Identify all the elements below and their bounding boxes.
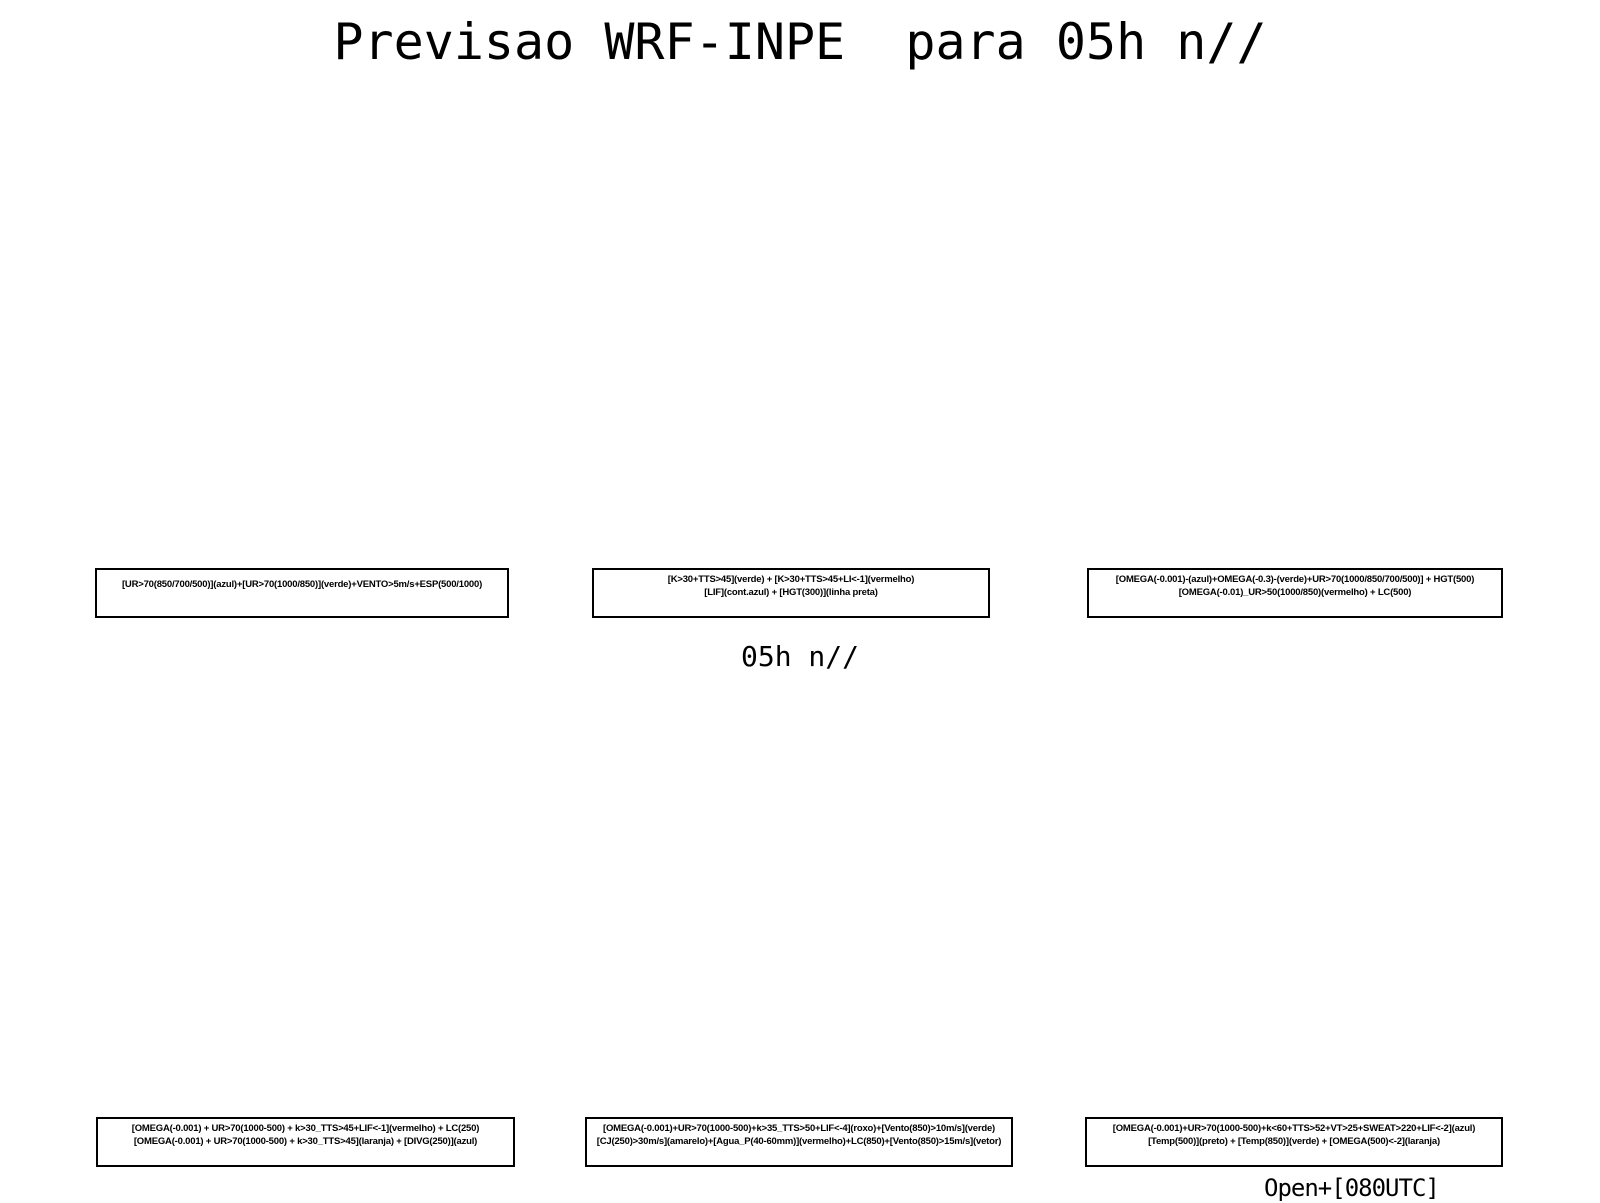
caption-line: [Temp(500)](preto) + [Temp(850)](verde) + [OMEGA(500)<-2](laranja)	[1148, 1135, 1440, 1147]
caption-line: [OMEGA(-0.001) + UR>70(1000-500) + k>30_TTS>45](laranja) + [DIVG(250)](azul)	[133, 1135, 478, 1147]
forecast-hour-label: 05h n//	[740, 640, 859, 673]
caption-line: [OMEGA(-0.001)-(azul)+OMEGA(-0.3)-(verde)+UR>70(1000/850/700/500)] + HGT(500)	[1115, 574, 1475, 585]
caption-line: [LIF](cont.azul) + [HGT(300)](linha preta)	[704, 586, 878, 598]
caption-line: [K>30+TTS>45](verde) + [K>30+TTS>45+LI<-1](vermelho)	[667, 574, 915, 585]
caption-line: [CJ(250)>30m/s](amarelo)+[Agua_P(40-60mm)](vermelho)+LC(850)+[Vento(850)>15m/s](vetor)	[596, 1135, 1002, 1147]
panel-caption-top-right	[1087, 568, 1503, 618]
panel-caption-top-left	[95, 568, 509, 618]
panel-caption-bottom-center	[585, 1117, 1013, 1167]
caption-line: [OMEGA(-0.001)+UR>70(1000-500)+k>35_TTS>50+LIF<-4](roxo)+[Vento(850)>10m/s](verde)	[602, 1123, 995, 1134]
caption-line: [OMEGA(-0.001)+UR>70(1000-500)+k<60+TTS>52+VT>25+SWEAT>220+LIF<-2](azul)	[1112, 1123, 1476, 1134]
panel-caption-top-center	[592, 568, 990, 618]
caption-line: [OMEGA(-0.01)_UR>50(1000/850)(vermelho) + LC(500)	[1178, 586, 1412, 598]
panel-caption-bottom-right	[1085, 1117, 1503, 1167]
panel-caption-bottom-left	[96, 1117, 515, 1167]
run-time-label: Open+[080UTC]	[1264, 1174, 1439, 1202]
page-title: Previsao WRF-INPE para 05h n//	[333, 13, 1267, 71]
caption-line: [OMEGA(-0.001) + UR>70(1000-500) + k>30_TTS>45+LIF<-1](vermelho) + LC(250)	[131, 1123, 480, 1134]
caption-line: [UR>70(850/700/500)](azul)+[UR>70(1000/850)](verde)+VENTO>5m/s+ESP(500/1000)	[121, 579, 483, 590]
